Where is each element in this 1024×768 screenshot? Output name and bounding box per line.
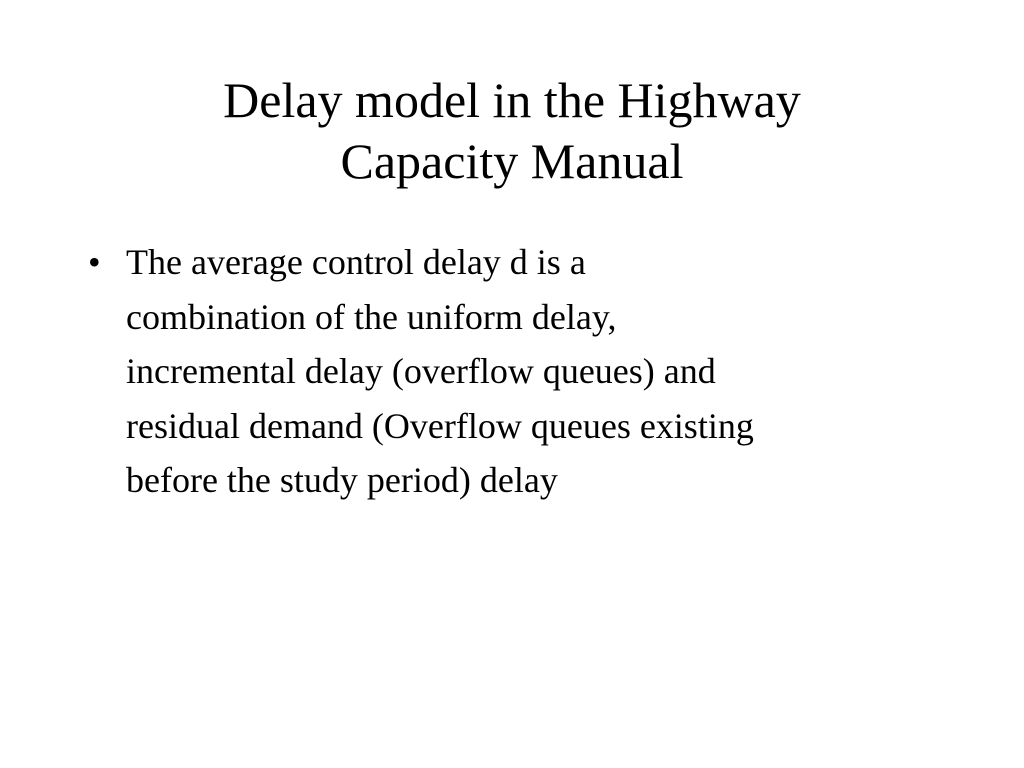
slide-title-line: Delay model in the Highway — [223, 72, 801, 128]
bullet-text-line: before the study period) delay — [126, 460, 558, 500]
slide-title — [60, 70, 964, 192]
bullet-list — [88, 235, 948, 508]
slide-title-line: Capacity Manual — [340, 133, 684, 189]
bullet-text-line: The average control delay d is a — [126, 242, 586, 282]
bullet-text-line: combination of the uniform delay, — [126, 296, 617, 337]
bullet-icon: • — [88, 242, 101, 282]
bullet-text-line: residual demand (Overflow queues existing — [126, 405, 754, 446]
bullet-item — [88, 235, 948, 508]
bullet-text-line: incremental delay (overflow queues) and — [126, 351, 716, 391]
